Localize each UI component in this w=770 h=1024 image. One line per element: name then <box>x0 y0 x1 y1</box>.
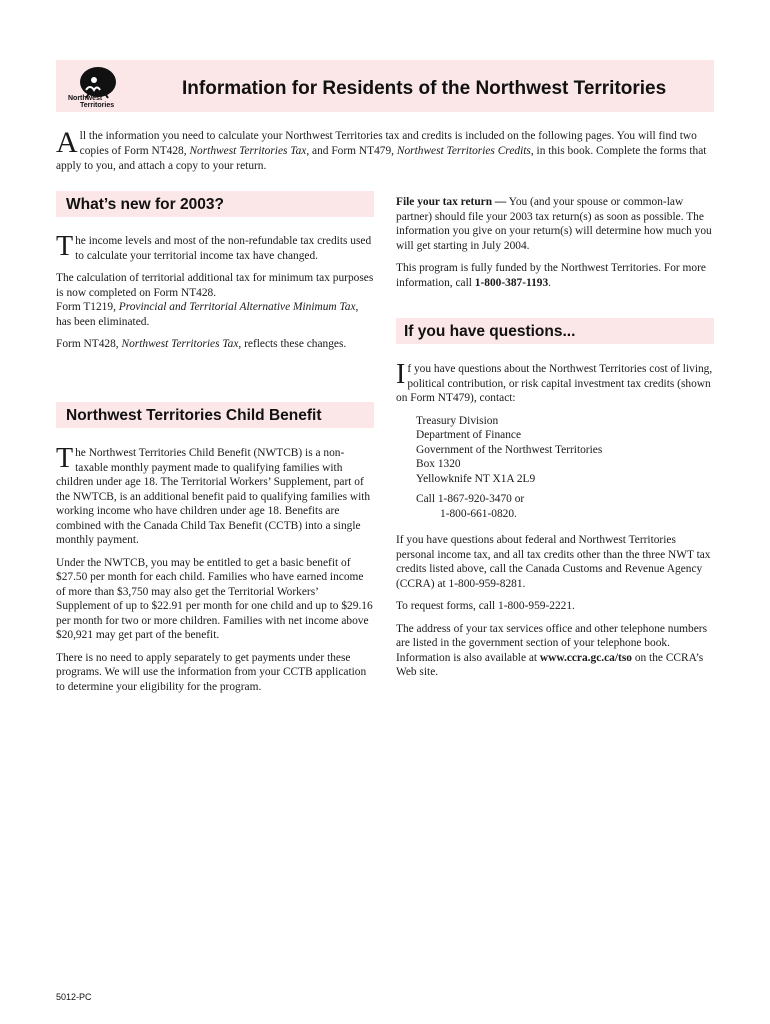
whats-new-p2-italic: Provincial and Territorial Alternative Minimum Tax <box>118 301 356 313</box>
whats-new-p2-b: , has been eliminated. <box>56 301 359 328</box>
whats-new-dropcap: T <box>56 231 74 262</box>
file-return-phone: 1-800-387-1193 <box>474 276 549 289</box>
call-line-1: Call 1-867-920-3470 or <box>416 493 525 505</box>
child-benefit-heading: Northwest Territories Child Benefit <box>66 407 322 424</box>
whats-new-p3-a: Form NT428, <box>56 338 122 350</box>
address-line: Box 1320 <box>416 458 461 470</box>
child-benefit-content <box>56 443 374 694</box>
page-title: Information for Residents of the Northwest Territories <box>182 78 667 99</box>
whats-new-content <box>56 231 374 352</box>
child-benefit-p2: Under the NWTCB, you may be entitled to get a basic benefit of $27.50 per month for each child. Families who have earned income of more than $3,750 may also get the Territorial Workers’ Supplement of up to $22.91 per month for one child and up to $29.16 per month for two or more children. Families with net income above $20,921 may get part of the benefit. <box>56 556 373 641</box>
whats-new-p1-text: he income levels and most of the non-refundable tax credits used to calculate your territorial income tax have changed. <box>75 235 372 262</box>
address-line: Treasury Division <box>416 414 499 427</box>
file-return-p1 <box>396 195 714 253</box>
questions-p3: To request forms, call 1-800-959-2221. <box>396 600 575 612</box>
address-line: Government of the Northwest Territories <box>416 443 603 456</box>
questions-p1 <box>396 359 714 406</box>
whats-new-p3 <box>56 337 374 352</box>
questions-heading: If you have questions... <box>404 323 576 340</box>
whats-new-p2-a: Form T1219, <box>56 301 119 313</box>
whats-new-p3-b: , reflects these changes. <box>238 338 347 350</box>
intro-dropcap: A <box>56 126 78 159</box>
questions-p4-end: on the CCRA’s Web site. <box>396 651 704 678</box>
questions-p4 <box>396 622 714 680</box>
file-return-p2 <box>396 261 714 290</box>
questions-p2: If you have questions about federal and Northwest Territories personal income tax, and all tax credits other than the three NWT tax credits listed above, call the Canada Customs and Revenue Agency (CCRA) at 1-800-959-8281. <box>396 534 711 590</box>
child-benefit-dropcap: T <box>56 443 74 474</box>
questions-p4-text: The address of your tax services office and other telephone numbers are listed in the government section of your telephone book. Information is also available at <box>396 622 708 664</box>
intro-italic-a: Northwest Territories Tax <box>189 145 307 157</box>
intro-italic-b: Northwest Territories Credits <box>396 145 531 157</box>
whats-new-p3-italic: Northwest Territories Tax <box>121 338 239 350</box>
questions-p1-text: f you have questions about the Northwest Territories cost of living, political contribution, or risk capital investment tax credits (shown on Form NT479), contact: <box>396 363 713 404</box>
intro-text-c: , in this book. Complete the forms that apply to you, and attach a copy to your return. <box>56 145 707 172</box>
file-return-p2-text: This program is fully funded by the Northwest Territories. For more information, call <box>396 262 706 289</box>
child-benefit-p1-text: he Northwest Territories Child Benefit (NWTCB) is a non-taxable monthly payment made to qualifying families with children under age 18. The Territorial Workers’ Supplement, part of the NWTCB, is an additional benefit paid to qualifying families with working income who have children under age 18. Benefits are combined with the Canada Child Tax Benefit (CCTB) into a single monthly payment. <box>56 447 371 546</box>
intro-text-a: ll the information you need to calculate your Northwest Territories tax and credits is included on the following pages. You will find two copies of Form NT428, <box>79 130 697 157</box>
address-line: Yellowknife NT X1A 2L9 <box>416 472 536 485</box>
whats-new-heading: What’s new for 2003? <box>66 196 224 213</box>
whats-new-p2-text: The calculation of territorial additional tax for minimum tax purposes is now completed on Form NT428. <box>56 272 374 299</box>
intro-text-b: , and Form NT479, <box>306 145 397 157</box>
treasury-address <box>396 414 714 522</box>
questions-content <box>396 359 714 680</box>
file-return-content <box>396 195 714 290</box>
logo-text-northwest: Northwest <box>68 95 103 102</box>
file-return-text: You (and your spouse or common-law partner) should file your 2003 tax return(s) as soon as possible. The information you give on your return(s) will determine how much you will get starting in July 2004. <box>396 196 712 252</box>
whats-new-p2 <box>56 271 374 329</box>
ccra-url-link[interactable]: www.ccra.gc.ca/tso <box>539 651 632 664</box>
logo-text-territories: Territories <box>80 102 115 109</box>
child-benefit-p3: There is no need to apply separately to get payments under these programs. We will use the information from your CCTB application to determine your eligibility for the program. <box>56 651 367 693</box>
form-code: 5012-PC <box>56 992 92 1002</box>
child-benefit-p1 <box>56 443 374 548</box>
address-line: Department of Finance <box>416 429 522 441</box>
whats-new-p1 <box>56 231 374 263</box>
questions-dropcap: I <box>396 359 406 390</box>
call-line-2: 1-800-661-0820. <box>440 507 517 520</box>
file-return-label: File your tax return — <box>396 196 507 208</box>
file-return-p2-end: . <box>548 276 552 289</box>
intro-paragraph <box>56 126 718 174</box>
